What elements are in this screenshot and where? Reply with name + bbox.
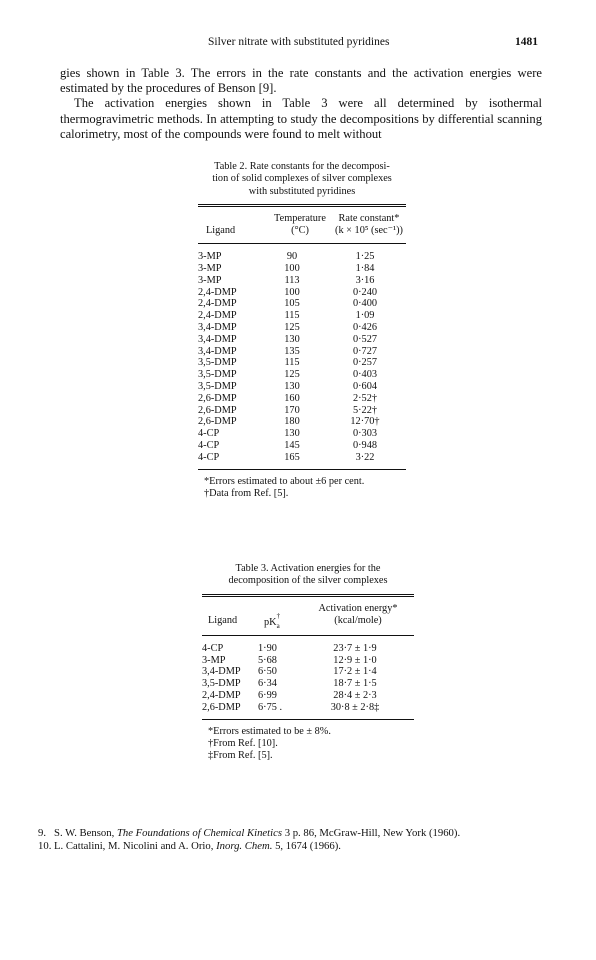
body-text xyxy=(60,66,542,142)
caption-line: Table 3. Activation energies for the xyxy=(235,563,381,574)
table-cell: 0·727 xyxy=(352,345,378,357)
column-header-ligand: Ligand xyxy=(208,614,238,626)
table-note: ‡From Ref. [5]. xyxy=(208,750,273,762)
table-cell: 0·948 xyxy=(352,439,378,451)
table-row xyxy=(198,310,406,322)
table-cell: 2,4-DMP xyxy=(198,286,237,298)
table-row xyxy=(198,263,406,275)
table-row xyxy=(202,643,414,655)
table-row xyxy=(202,655,414,667)
table-note: †From Ref. [10]. xyxy=(208,738,278,749)
column-header-pka xyxy=(264,611,302,630)
table-cell: 3,5-DMP xyxy=(202,678,241,690)
table-cell: 100 xyxy=(284,263,300,275)
table-cell: 3,5-DMP xyxy=(198,369,237,381)
table-row xyxy=(198,428,406,440)
table-cell: 0·400 xyxy=(352,298,378,310)
table-cell: 3,4-DMP xyxy=(198,333,237,345)
caption-line: tion of solid complexes of silver complexes xyxy=(212,173,392,185)
table-cell: 4-CP xyxy=(198,439,220,451)
table-row xyxy=(198,251,406,263)
table-bottom-rule xyxy=(202,719,414,720)
table-cell: 1·09 xyxy=(355,310,375,322)
table-header-rule xyxy=(202,635,414,636)
table-cell: 0·257 xyxy=(352,357,378,369)
table-row xyxy=(198,393,406,405)
table-cell: 2,6-DMP xyxy=(198,392,237,404)
table-cell: 28·4 ± 2·3 xyxy=(333,690,377,701)
table-cell: 0·426 xyxy=(352,322,378,333)
table-cell: 145 xyxy=(284,439,300,451)
table-cell: 3,4-DMP xyxy=(202,666,241,678)
table-cell: 125 xyxy=(284,369,300,381)
table-cell: 2,6-DMP xyxy=(198,416,237,428)
table-cell: 5·22† xyxy=(352,404,378,416)
table-cell: 170 xyxy=(284,404,300,416)
table-row xyxy=(198,322,406,334)
table-cell: 2,4-DMP xyxy=(198,298,237,310)
column-header-ligand: Ligand xyxy=(206,225,236,237)
table-note: *Errors estimated to about ±6 per cent. xyxy=(204,475,365,487)
table-cell: 12·9 ± 1·0 xyxy=(333,654,377,666)
table-row xyxy=(198,452,406,464)
reference-authors: S. W. Benson, xyxy=(54,827,117,839)
caption-line: Table 2. Rate constants for the decomposi- xyxy=(214,161,390,172)
table-cell: 23·7 ± 1·9 xyxy=(333,642,377,654)
table-cell: 6·99 xyxy=(258,690,277,701)
table-cell: 130 xyxy=(284,380,300,392)
table-cell: 4-CP xyxy=(198,428,220,440)
table-row xyxy=(202,678,414,690)
paragraph-1: gies shown in Table 3. The errors in the rate constants and the activation energies were estimated by the procedures of Benson [9]. xyxy=(60,66,542,96)
table-cell: 3-MP xyxy=(202,654,226,666)
column-header-energy-unit: (kcal/mole) xyxy=(334,614,382,626)
page-number: 1481 xyxy=(515,36,538,48)
table-cell: 160 xyxy=(284,392,300,404)
table-row xyxy=(198,334,406,346)
page-header xyxy=(60,36,538,52)
table-cell: 0·527 xyxy=(352,333,378,345)
table-cell: 4-CP xyxy=(198,451,220,463)
table-cell: 135 xyxy=(284,345,300,357)
table-bottom-rule xyxy=(198,469,406,470)
table-2-header xyxy=(198,213,406,237)
table-row xyxy=(198,357,406,369)
table-row xyxy=(202,702,414,714)
table-row xyxy=(202,690,414,702)
table-cell: 5·68 xyxy=(258,654,277,666)
table-cell: 130 xyxy=(284,428,300,440)
table-cell: 115 xyxy=(284,310,300,322)
table-cell: 2,6-DMP xyxy=(198,404,237,416)
table-cell: 4-CP xyxy=(202,642,224,654)
table-cell: 12·70† xyxy=(350,416,380,428)
pka-superscript: † xyxy=(276,611,281,620)
table-cell: 3,4-DMP xyxy=(198,322,237,333)
column-header-temperature-unit: (°C) xyxy=(291,225,309,237)
table-cell: 0·604 xyxy=(352,380,378,392)
table-cell: 6·50 xyxy=(258,666,277,678)
column-header-temperature: Temperature xyxy=(274,213,326,225)
table-cell: 3-MP xyxy=(198,263,222,275)
table-row xyxy=(198,440,406,452)
table-cell: 0·403 xyxy=(352,369,378,381)
table-3-body xyxy=(202,643,414,714)
table-cell: 17·2 ± 1·4 xyxy=(333,666,377,678)
reference-number: 10. xyxy=(38,840,52,853)
table-row xyxy=(198,405,406,417)
table-3-notes xyxy=(202,726,414,763)
pka-symbol: pK xyxy=(264,616,277,628)
table-3-caption xyxy=(202,563,414,588)
table-row xyxy=(198,275,406,287)
table-cell: 105 xyxy=(284,298,300,310)
reference-item xyxy=(38,840,558,853)
table-row xyxy=(198,298,406,310)
column-header-rate: Rate constant* xyxy=(338,213,400,225)
table-2-notes xyxy=(198,476,406,501)
column-header-rate-unit: (k × 10⁵ (sec⁻¹)) xyxy=(335,225,403,237)
table-cell: 3·16 xyxy=(355,274,375,286)
reference-details: 5, 1674 (1966). xyxy=(272,840,341,853)
table-header-rule xyxy=(198,243,406,244)
references xyxy=(38,827,558,854)
table-2-body xyxy=(198,251,406,463)
table-cell: 30·8 ± 2·8‡ xyxy=(330,701,380,713)
table-cell: 100 xyxy=(284,286,300,298)
table-cell: 6·34 xyxy=(258,678,277,690)
table-row xyxy=(198,381,406,393)
table-cell: 130 xyxy=(284,333,300,345)
table-note: †Data from Ref. [5]. xyxy=(204,487,289,499)
table-row xyxy=(198,416,406,428)
reference-authors: L. Cattalini, M. Nicolini and A. Orio, xyxy=(54,840,217,853)
table-cell: 6·75 . xyxy=(258,701,283,713)
pka-subscript: a xyxy=(276,621,280,630)
table-3-header xyxy=(202,603,414,629)
table-cell: 3-MP xyxy=(198,274,222,286)
table-2 xyxy=(198,161,406,500)
table-row xyxy=(198,346,406,358)
table-top-rule xyxy=(202,594,414,597)
caption-line: with substituted pyridines xyxy=(248,185,356,197)
table-cell: 2·52† xyxy=(352,392,378,404)
table-cell: 180 xyxy=(284,416,300,428)
table-cell: 2,6-DMP xyxy=(202,701,241,713)
table-cell: 1·90 xyxy=(258,642,277,654)
reference-title: The Foundations of Chemical Kinetics xyxy=(116,827,283,839)
reference-number: 9. xyxy=(38,827,47,839)
table-2-caption xyxy=(198,161,406,198)
table-cell: 3,5-DMP xyxy=(198,357,237,369)
table-cell: 165 xyxy=(284,451,300,463)
table-cell: 2,4-DMP xyxy=(198,310,237,322)
table-cell: 90 xyxy=(286,251,298,263)
table-cell: 1·25 xyxy=(355,251,375,263)
table-cell: 2,4-DMP xyxy=(202,690,241,701)
table-3 xyxy=(202,563,414,763)
table-row xyxy=(198,287,406,299)
column-header-activation-energy: Activation energy* xyxy=(318,602,398,614)
table-cell: 0·303 xyxy=(352,428,378,440)
table-note: *Errors estimated to be ± 8%. xyxy=(208,725,331,737)
table-row xyxy=(202,666,414,678)
reference-item xyxy=(38,827,558,840)
table-row xyxy=(198,369,406,381)
running-title: Silver nitrate with substituted pyridines xyxy=(208,36,390,48)
table-cell: 3-MP xyxy=(198,251,222,263)
reference-details: 3 p. 86, McGraw-Hill, New York (1960). xyxy=(282,827,461,839)
table-cell: 3·22 xyxy=(355,451,375,463)
paragraph-2: The activation energies shown in Table 3 were all determined by isothermal thermogravimetric methods. In attempting to study the decompositions by differential scanning calorimetry, most of the compounds were found to melt without xyxy=(60,96,542,141)
table-cell: 18·7 ± 1·5 xyxy=(333,678,377,690)
table-top-rule xyxy=(198,204,406,207)
table-cell: 0·240 xyxy=(352,286,378,298)
table-cell: 3,5-DMP xyxy=(198,380,237,392)
table-cell: 113 xyxy=(284,274,300,286)
caption-line: decomposition of the silver complexes xyxy=(228,575,388,587)
table-cell: 3,4-DMP xyxy=(198,345,237,357)
table-cell: 125 xyxy=(284,322,300,333)
table-cell: 115 xyxy=(284,357,300,369)
reference-journal: Inorg. Chem. xyxy=(216,840,273,853)
table-cell: 1·84 xyxy=(355,263,375,275)
